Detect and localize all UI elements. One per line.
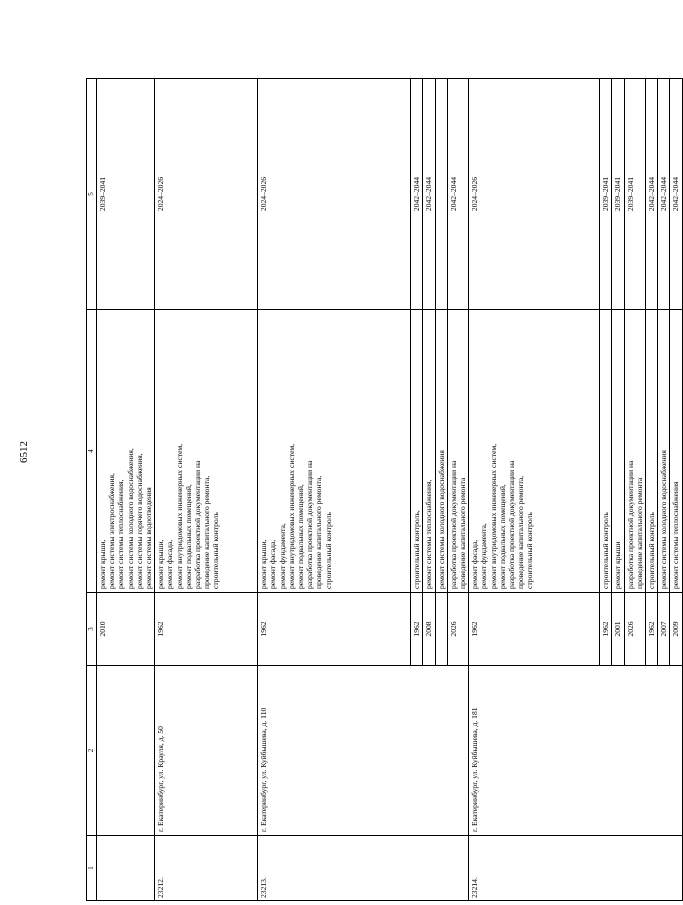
- work-item: ремонт внутридомовых инженерных систем,: [286, 443, 296, 589]
- year-cell: 2007: [658, 593, 670, 666]
- year-cell: 1962: [258, 593, 411, 666]
- work-item: ремонт крыши,: [156, 539, 166, 589]
- work-item: ремонт крыши,: [259, 539, 269, 589]
- work-item: ремонт подвальных помещений,: [296, 484, 306, 589]
- period-cell: 2039–2041: [600, 79, 612, 310]
- period-cell: 2024–2026: [258, 79, 411, 310]
- work-list-cell: [435, 310, 447, 593]
- header-col-5: 5: [87, 79, 97, 310]
- work-list-cell: [624, 310, 645, 593]
- work-list-cell: [258, 310, 411, 593]
- work-item: ремонт системы электроснабжения,: [107, 473, 117, 589]
- work-item: ремонт внутридомовых инженерных систем,: [174, 443, 184, 589]
- work-item: ремонт крыши,: [98, 539, 107, 589]
- work-item: разработка проектной документации на: [507, 460, 517, 589]
- work-list-cell: [646, 310, 658, 593]
- work-item: ремонт системы теплоснабжения,: [424, 479, 434, 589]
- repair-schedule-table: [86, 78, 683, 901]
- period-cell: 2042–2044: [646, 79, 658, 310]
- table-row: [97, 79, 155, 901]
- work-list-cell: [658, 310, 670, 593]
- page-number: 6512: [18, 441, 30, 463]
- work-item: проведение капитального ремонта: [458, 477, 468, 589]
- work-item: строительный контроль,: [412, 510, 422, 589]
- year-cell: 2001: [612, 593, 624, 666]
- work-item: ремонт подвальных помещений,: [497, 484, 507, 589]
- work-item: ремонт системы теплоснабжения,: [116, 479, 126, 589]
- work-list-cell: [155, 310, 258, 593]
- work-item: проведение капитального ремонта,: [314, 475, 324, 589]
- work-list-cell: [411, 310, 423, 593]
- address-cell: [97, 666, 155, 836]
- work-item: ремонт внутридомовых инженерных систем,: [488, 443, 498, 589]
- work-item: строительный контроль: [647, 512, 657, 589]
- work-item: ремонт фундамента,: [277, 523, 287, 589]
- address-cell: г. Екатеринбург, ул. Куйбышева, д. 110: [258, 666, 469, 836]
- work-list-cell: [447, 310, 468, 593]
- work-item: ремонт фундамента,: [479, 523, 489, 589]
- work-item: ремонт фасада,: [470, 539, 480, 589]
- work-item: ремонт системы холодного водоснабжения: [436, 450, 446, 589]
- header-col-3: 3: [87, 593, 97, 666]
- table-row: [258, 79, 411, 901]
- year-cell: 2009: [670, 593, 682, 666]
- table-body: [97, 79, 683, 901]
- header-col-2: 2: [87, 666, 97, 836]
- work-item: строительный контроль: [601, 512, 611, 589]
- work-list-cell: [670, 310, 682, 593]
- work-item: проведение капитального ремонта,: [202, 475, 212, 589]
- year-cell: 1962: [600, 593, 612, 666]
- year-cell: 1962: [411, 593, 423, 666]
- work-item: ремонт фасада,: [165, 539, 175, 589]
- work-item: ремонт крыши: [613, 541, 623, 589]
- period-cell: 2042–2044: [423, 79, 435, 310]
- period-cell: 2042–2044: [658, 79, 670, 310]
- work-item: разработка проектной документации на: [448, 460, 458, 589]
- work-item: проведение капитального ремонта: [634, 477, 644, 589]
- period-cell: 2042–2044: [411, 79, 423, 310]
- year-cell: 2010: [97, 593, 155, 666]
- work-list-cell: [612, 310, 624, 593]
- work-item: ремонт подвальных помещений,: [183, 484, 193, 589]
- year-cell: 1962: [155, 593, 258, 666]
- work-item: ремонт фасада,: [268, 539, 278, 589]
- year-cell: 2026: [624, 593, 645, 666]
- year-cell: 2026: [447, 593, 468, 666]
- year-cell: 1962: [469, 593, 600, 666]
- row-number: 23214.: [469, 836, 682, 901]
- work-item: проведение капитального ремонта,: [516, 475, 526, 589]
- work-item: строительный контроль: [323, 512, 333, 589]
- work-list-cell: [97, 310, 155, 593]
- work-item: разработка проектной документации на: [305, 460, 315, 589]
- period-cell: 2024–2026: [155, 79, 258, 310]
- work-list-cell: [600, 310, 612, 593]
- year-cell: [435, 593, 447, 666]
- row-number: 23212.: [155, 836, 258, 901]
- work-list-cell: [423, 310, 435, 593]
- work-item: разработка проектной документации на: [193, 460, 203, 589]
- table-header: [87, 79, 97, 901]
- work-list-cell: [469, 310, 600, 593]
- work-item: ремонт системы холодного водоснабжения: [659, 450, 669, 589]
- work-item: ремонт системы горячего водоснабжения,: [134, 453, 144, 589]
- row-number: 23213.: [258, 836, 469, 901]
- work-item: строительный контроль: [211, 512, 221, 589]
- work-item: разработка проектной документации на: [625, 460, 635, 589]
- work-item: ремонт системы теплоснабжения: [671, 481, 681, 589]
- period-cell: 2042–2044: [447, 79, 468, 310]
- table-row: [155, 79, 258, 901]
- header-col-1: 1: [87, 836, 97, 901]
- period-cell: 2039–2041: [97, 79, 155, 310]
- address-cell: г. Екатеринбург, ул. Куйбышева, д. 181: [469, 666, 682, 836]
- table-row: [469, 79, 600, 901]
- period-cell: [435, 79, 447, 310]
- header-col-4: 4: [87, 310, 97, 593]
- year-cell: 2008: [423, 593, 435, 666]
- row-number: [97, 836, 155, 901]
- period-cell: 2024–2026: [469, 79, 600, 310]
- address-cell: г. Екатеринбург, ул. Крауля, д. 50: [155, 666, 258, 836]
- period-cell: 2042–2044: [670, 79, 682, 310]
- rotated-table-container: [86, 79, 681, 901]
- period-cell: 2039–2041: [612, 79, 624, 310]
- work-item: ремонт системы водоотведения: [144, 487, 154, 589]
- year-cell: 1962: [646, 593, 658, 666]
- work-item: ремонт системы холодного водоснабжения,: [125, 448, 135, 589]
- work-item: строительный контроль: [525, 512, 535, 589]
- period-cell: 2039–2041: [624, 79, 645, 310]
